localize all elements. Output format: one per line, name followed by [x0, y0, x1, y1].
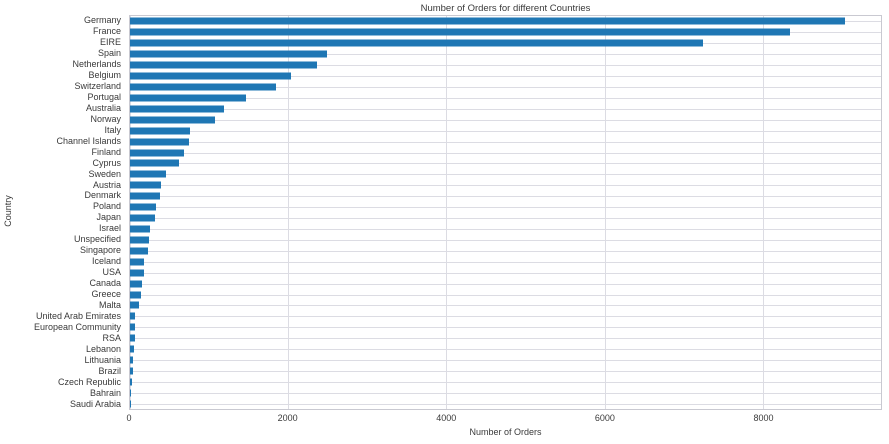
category-label: Bahrain [89, 387, 121, 398]
bar-row [130, 114, 881, 125]
bar [130, 62, 317, 69]
category-label: Czech Republic [57, 376, 121, 387]
gridline [130, 185, 881, 186]
bar-row [130, 376, 881, 387]
category-label: Japan [96, 212, 121, 223]
category-label: Canada [89, 278, 121, 289]
gridline [130, 196, 881, 197]
x-tick-label: 0 [126, 413, 132, 423]
bar-row [130, 147, 881, 158]
bar-row [130, 16, 881, 27]
bar [130, 357, 133, 364]
bar-row [130, 366, 881, 377]
bar [130, 215, 155, 222]
y-axis-label: Country [3, 195, 13, 227]
plot-area [129, 15, 882, 410]
bar [130, 367, 133, 374]
gridline [130, 163, 881, 164]
gridline [130, 131, 881, 132]
category-label: Unspecified [73, 234, 121, 245]
bar-row [130, 213, 881, 224]
category-label: Belgium [88, 69, 121, 80]
gridline [130, 404, 881, 405]
gridline [130, 349, 881, 350]
category-label: Saudi Arabia [69, 398, 121, 409]
gridline [130, 273, 881, 274]
bar-row [130, 82, 881, 93]
category-label: Malta [98, 300, 121, 311]
bar-row [130, 202, 881, 213]
gridline [130, 338, 881, 339]
bar-row [130, 234, 881, 245]
bar-row [130, 180, 881, 191]
x-axis-label: Number of Orders [469, 427, 542, 437]
bar-row [130, 27, 881, 38]
bar [130, 40, 703, 47]
category-label: Switzerland [74, 80, 121, 91]
bar [130, 127, 190, 134]
gridline [130, 109, 881, 110]
category-label: Singapore [79, 245, 121, 256]
bar-row [130, 278, 881, 289]
gridline [130, 305, 881, 306]
bar [130, 83, 276, 90]
bar-row [130, 398, 881, 409]
bar [130, 94, 246, 101]
category-label: Greece [91, 289, 121, 300]
category-label: Italy [104, 124, 121, 135]
bar [130, 389, 131, 396]
bar-rows [130, 16, 881, 409]
y-axis-tick-labels [0, 15, 125, 410]
bar-row [130, 344, 881, 355]
bar-row [130, 191, 881, 202]
category-label: Channel Islands [56, 135, 121, 146]
bar [130, 171, 166, 178]
bar-row [130, 267, 881, 278]
bar [130, 269, 144, 276]
bar-row [130, 158, 881, 169]
gridline [130, 393, 881, 394]
gridline [130, 360, 881, 361]
gridline [130, 316, 881, 317]
category-label: Lebanon [85, 344, 121, 355]
category-label: Poland [92, 201, 121, 212]
category-label: EIRE [99, 36, 121, 47]
category-label: Spain [97, 47, 121, 58]
x-tick-label: 8000 [753, 413, 774, 423]
bar-row [130, 300, 881, 311]
gridline [130, 327, 881, 328]
bar [130, 291, 141, 298]
category-label: Lithuania [84, 355, 121, 366]
x-axis-tick-labels [126, 413, 882, 424]
category-label: Denmark [84, 190, 121, 201]
gridline [130, 174, 881, 175]
bar [130, 193, 160, 200]
category-label: Israel [98, 223, 121, 234]
bar-row [130, 387, 881, 398]
bar [130, 400, 131, 407]
category-label: Germany [83, 14, 121, 25]
gridline [130, 382, 881, 383]
bar [130, 378, 132, 385]
bar-row [130, 355, 881, 366]
bar [130, 182, 161, 189]
bar-row [130, 333, 881, 344]
bar [130, 105, 224, 112]
gridline [130, 207, 881, 208]
gridline [130, 262, 881, 263]
category-label: Australia [85, 102, 121, 113]
bar-row [130, 92, 881, 103]
bar [130, 302, 139, 309]
category-label: Brazil [98, 365, 121, 376]
x-tick-label: 6000 [594, 413, 615, 423]
category-label: USA [102, 267, 121, 278]
bar-row [130, 224, 881, 235]
category-label: Cyprus [92, 157, 121, 168]
bar [130, 225, 150, 232]
x-tick-label: 4000 [436, 413, 457, 423]
bar-row [130, 136, 881, 147]
bar [130, 116, 215, 123]
bar [130, 236, 149, 243]
category-label: RSA [102, 333, 121, 344]
bar [130, 51, 327, 58]
category-label: Sweden [88, 168, 121, 179]
bar [130, 247, 148, 254]
bar-row [130, 49, 881, 60]
bar-row [130, 256, 881, 267]
bar-row [130, 125, 881, 136]
category-label: Finland [91, 146, 121, 157]
bar [130, 149, 184, 156]
bar-row [130, 322, 881, 333]
bar-row [130, 71, 881, 82]
gridline [130, 142, 881, 143]
bar-row [130, 289, 881, 300]
gridline [130, 229, 881, 230]
bar-row [130, 245, 881, 256]
bar [130, 324, 135, 331]
bar [130, 138, 189, 145]
bar [130, 204, 156, 211]
bar [130, 73, 291, 80]
bar [130, 160, 179, 167]
category-label: Portugal [87, 91, 121, 102]
x-tick-label: 2000 [277, 413, 298, 423]
bar [130, 346, 134, 353]
bar-row [130, 60, 881, 71]
bar-row [130, 103, 881, 114]
gridline [130, 284, 881, 285]
bar [130, 280, 142, 287]
bar [130, 313, 135, 320]
bar [130, 335, 135, 342]
bar [130, 18, 845, 25]
gridline [130, 240, 881, 241]
category-label: France [92, 25, 121, 36]
gridline [130, 218, 881, 219]
bar-row [130, 38, 881, 49]
gridline [130, 153, 881, 154]
bar-row [130, 311, 881, 322]
category-label: European Community [33, 322, 121, 333]
gridline [130, 251, 881, 252]
gridline [130, 120, 881, 121]
category-label: Austria [92, 179, 121, 190]
bar-row [130, 169, 881, 180]
category-label: Iceland [91, 256, 121, 267]
gridline [130, 295, 881, 296]
bar [130, 29, 790, 36]
chart-title: Number of Orders for different Countries [420, 3, 591, 14]
category-label: Netherlands [72, 58, 121, 69]
category-label: United Arab Emirates [35, 311, 121, 322]
category-label: Norway [90, 113, 121, 124]
gridline [130, 371, 881, 372]
bar [130, 258, 144, 265]
